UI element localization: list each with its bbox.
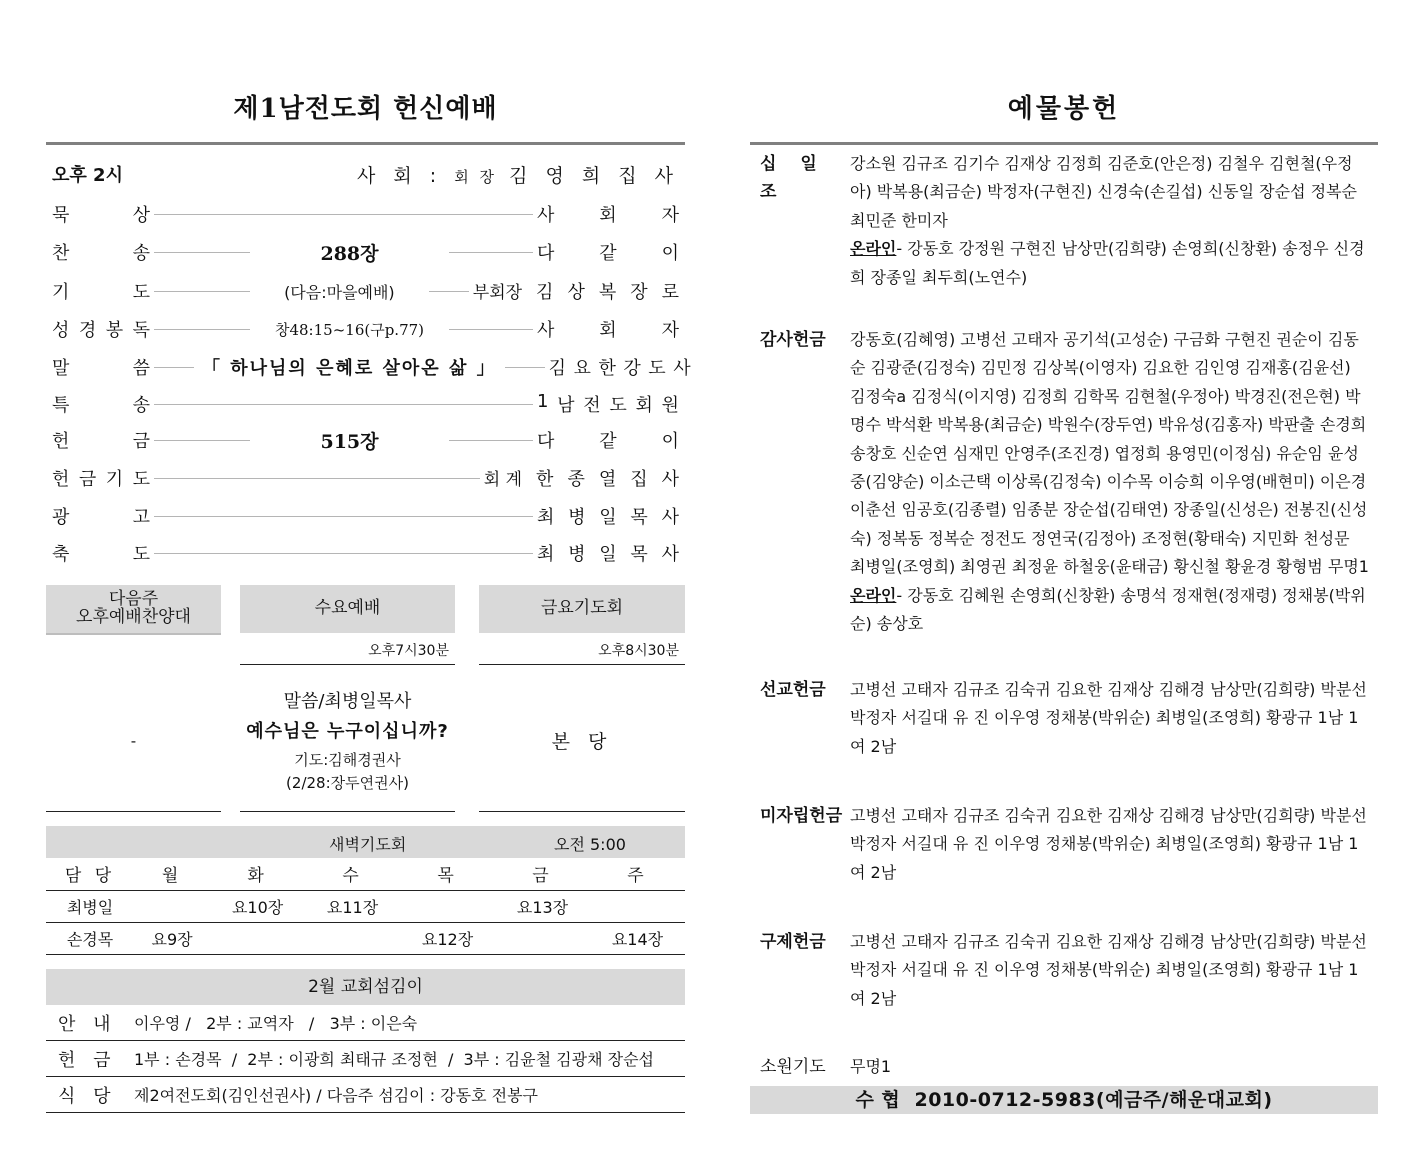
leader-line (449, 252, 533, 253)
order-item-label (52, 201, 150, 227)
servants-row-label: 식 당 (58, 1085, 117, 1107)
table-cell: 요12장 (400, 922, 495, 954)
order-item-char: 기 (105, 469, 124, 490)
order-item-char: 특 (52, 395, 70, 416)
header-cell: 담 당 (46, 858, 134, 890)
order-item-char: 상 (132, 205, 150, 226)
leader-line (154, 252, 250, 253)
offering-name-list: 고병선 고태자 김규조 김숙귀 김요한 김재상 김해경 남상만(김희량) 박분선 박정자 서길대 유 진 이우영 정채봉(박위순) 최병일(조영희) 황광규 1남 1여 2남 (850, 680, 1367, 756)
person-char: 최 (537, 544, 555, 565)
host-role: 회 장 (454, 167, 498, 186)
person-char: 이 (661, 243, 679, 264)
dawn-prayer-title: 새벽기도회 (329, 835, 407, 854)
offering-label: 미자립헌금 (760, 806, 843, 826)
online-name-list: - 강동호 김혜원 손영희(신창환) 송명석 정재현(정재령) 정채봉(박위순) 송상호 (850, 585, 1366, 634)
order-item-char: 봉 (105, 320, 124, 341)
choir-header-line2: 오후예배찬양대 (76, 607, 191, 627)
table-cell (400, 890, 495, 922)
header-cell: 주 (590, 858, 685, 890)
table-cell (134, 890, 210, 922)
order-item-char: 고 (132, 507, 150, 528)
person-char: 사 (661, 544, 679, 565)
wednesday-prayer-next: (2/28:장두연권사) (286, 773, 409, 792)
order-item-label (52, 540, 150, 566)
offering-prayer-request (750, 1053, 1378, 1081)
order-item-label (52, 316, 150, 342)
order-item-char: 성 (52, 320, 70, 341)
person-char: 목 (630, 544, 648, 565)
order-person (537, 201, 679, 227)
person-char: 남 (557, 395, 575, 416)
person-char: 사 (537, 320, 555, 341)
servants-row-text: 제2여전도회(김인선권사) / 다음주 섬김이 : 강동호 전봉구 (134, 1086, 538, 1105)
order-person (473, 278, 679, 304)
leader-line (154, 214, 533, 215)
leader-line (154, 440, 250, 441)
header-cell: 수 (305, 858, 400, 890)
person-char: 이 (661, 431, 679, 452)
order-row (52, 425, 679, 455)
offering-thanksgiving (750, 326, 1378, 638)
person-char: 전 (583, 395, 601, 416)
order-item-char: 축 (52, 544, 70, 565)
order-item-label (52, 427, 150, 453)
person-char: 병 (568, 544, 586, 565)
person-char: 자 (661, 320, 679, 341)
worship-title: 제1남전도회 헌신예배 (233, 94, 498, 124)
order-row (52, 237, 679, 267)
person-char: 한 (536, 469, 554, 490)
servants-row-label: 헌 금 (58, 1049, 117, 1071)
person-char: 같 (599, 431, 617, 452)
host-info (357, 161, 679, 188)
order-item-label (52, 239, 150, 265)
friday-location: 본 당 (551, 731, 613, 753)
leader-line (154, 516, 533, 517)
order-item-char: 송 (132, 243, 150, 264)
offering-label: 십 일 조 (760, 154, 826, 203)
person-char: 요 (573, 358, 591, 379)
person-char: 일 (599, 544, 617, 565)
table-cell: 손경목 (46, 922, 134, 954)
person-char: 회 (599, 205, 617, 226)
person-char: 도 (609, 395, 627, 416)
table-cell (210, 922, 305, 954)
order-item-char: 도 (132, 469, 150, 490)
person-char: 상 (567, 282, 585, 303)
servants-row-text: 이우영 / 2부 : 교역자 / 3부 : 이은숙 (134, 1014, 418, 1033)
person-char: 회 (635, 395, 653, 416)
person-char: 목 (630, 507, 648, 528)
order-person (537, 391, 679, 417)
table-cell: 요10장 (210, 890, 305, 922)
order-item-label (52, 503, 150, 529)
order-row (52, 352, 691, 382)
order-item-label (52, 278, 150, 304)
order-row (52, 538, 679, 568)
offering-names (850, 326, 1378, 638)
person-char: 다 (537, 431, 555, 452)
order-person (537, 503, 679, 529)
person-char: 자 (661, 205, 679, 226)
person-char: 1 (537, 391, 549, 412)
servants-row-text: 1부 : 손경목 / 2부 : 이광희 최태규 조정현 / 3부 : 김윤철 김광채 장순섭 (134, 1050, 654, 1069)
online-label: 온라인 (850, 239, 897, 259)
host-label: 사 회 : (357, 164, 443, 187)
wednesday-service-body (240, 670, 455, 812)
table-cell (590, 890, 685, 922)
leader-line (449, 329, 533, 330)
table-cell (305, 922, 400, 954)
person-char: 열 (598, 469, 617, 490)
person-char: 로 (661, 282, 679, 303)
order-detail: (다음:마을예배) (284, 282, 395, 302)
table-row (46, 922, 685, 954)
online-label: 온라인 (850, 585, 897, 605)
person-char: 사 (661, 507, 679, 528)
leader-line (154, 291, 250, 292)
order-row (52, 501, 679, 531)
order-person (549, 354, 691, 380)
offering-label: 구제헌금 (760, 932, 826, 952)
friday-prayer-body (479, 670, 685, 812)
order-row (52, 389, 679, 419)
bank-account: 수 협 2010-0712-5983(예금주/해운대교회) (750, 1086, 1378, 1114)
order-row (52, 276, 679, 306)
table-row (46, 890, 685, 922)
table-cell: 요14장 (590, 922, 685, 954)
friday-prayer-header: 금요기도회 (479, 585, 685, 633)
header-cell: 금 (495, 858, 590, 890)
person-char: 최 (537, 507, 555, 528)
choir-value: - (130, 731, 137, 750)
person-char: 사 (661, 469, 679, 490)
leader-line (505, 367, 545, 368)
order-person (537, 316, 679, 342)
dawn-prayer-table (46, 858, 685, 955)
wednesday-preacher: 말씀/최병일목사 (283, 691, 412, 712)
host-name: 김 영 희 집 사 (509, 164, 679, 187)
leader-line (429, 291, 469, 292)
order-item-label (52, 465, 150, 491)
header-cell: 목 (400, 858, 495, 890)
person-char: 장 (630, 282, 648, 303)
servants-row-kitchen (46, 1077, 685, 1113)
order-row (52, 463, 679, 493)
header-cell: 화 (210, 858, 305, 890)
leader-line (154, 367, 194, 368)
leader-line (154, 329, 250, 330)
dawn-table-header-row (46, 858, 685, 890)
person-char: 다 (537, 243, 555, 264)
online-name-list: - 강동호 강정원 구현진 남상만(김희량) 손영희(신창환) 송정우 신경희 장종일 최두희(노연수) (850, 239, 1365, 287)
person-char: 김 (548, 358, 566, 379)
person-char: 원 (661, 395, 679, 416)
person-char: 사 (537, 205, 555, 226)
offering-name-list: 강소원 김규조 김기수 김재상 김정희 김준호(안은정) 김철우 김현철(우정아) 박복용(최금순) 박정자(구현진) 신경숙(손길섭) 신동일 장순섭 정복순 최민준 한미자 (850, 154, 1357, 230)
order-item-char: 찬 (52, 243, 70, 264)
order-item-char: 말 (52, 358, 70, 379)
person-char: 사 (673, 358, 691, 379)
table-cell: 요13장 (495, 890, 590, 922)
order-item-char: 송 (132, 395, 150, 416)
order-item-char: 경 (78, 320, 97, 341)
title-divider (750, 142, 1378, 145)
title-divider (46, 142, 685, 145)
order-item-char: 금 (78, 469, 97, 490)
person-title: 회 계 (483, 470, 523, 490)
person-char: 같 (599, 243, 617, 264)
person-char: 김 (536, 282, 554, 303)
wednesday-sermon-title: 예수님은 누구이십니까? (246, 721, 449, 742)
order-item-char: 도 (132, 282, 150, 303)
person-char: 강 (623, 358, 641, 379)
servants-header: 2월 교회섬김이 (46, 969, 685, 1005)
choir-header-line1: 다음주 (108, 589, 159, 610)
leader-line (449, 440, 533, 441)
order-item-char: 묵 (52, 205, 70, 226)
order-person (537, 427, 679, 453)
order-detail: 515장 (320, 430, 379, 453)
order-item-char: 도 (132, 544, 150, 565)
offering-label: 선교헌금 (760, 680, 826, 700)
wednesday-service-header: 수요예배 (240, 585, 455, 633)
wednesday-service-time: 오후7시30분 (240, 640, 455, 665)
order-detail: 창48:15~16(구p.77) (274, 320, 425, 339)
offering-missions (750, 676, 1378, 761)
time-host-row (52, 160, 679, 188)
offering-label: 소원기도 (760, 1057, 826, 1077)
offering-names (850, 150, 1378, 292)
order-item-char: 광 (52, 507, 70, 528)
offering-name-list: 무명1 (850, 1057, 892, 1076)
friday-prayer-time: 오후8시30분 (479, 640, 685, 665)
order-person (484, 465, 679, 491)
person-title: 부회장 (472, 283, 523, 303)
offering-name-list: 고병선 고태자 김규조 김숙귀 김요한 김재상 김해경 남상만(김희량) 박분선 박정자 서길대 유 진 이우영 정채봉(박위순) 최병일(조영희) 황광규 1남 1여 2남 (850, 806, 1367, 882)
person-char: 일 (599, 507, 617, 528)
dawn-prayer-time: 오전 5:00 (554, 835, 626, 854)
offering-name-list: 고병선 고태자 김규조 김숙귀 김요한 김재상 김해경 남상만(김희량) 박분선 박정자 서길대 유 진 이우영 정채봉(박위순) 최병일(조영희) 황광규 1남 1여 2남 (850, 932, 1367, 1008)
table-cell: 요11장 (305, 890, 400, 922)
choir-body (46, 670, 221, 812)
leader-line (154, 553, 533, 554)
dawn-prayer-header (46, 826, 685, 858)
order-item-label (52, 391, 150, 417)
person-char: 회 (599, 320, 617, 341)
leader-line (154, 404, 533, 405)
service-time: 오후 2시 (52, 165, 123, 186)
servants-row-offering (46, 1041, 685, 1077)
order-item-char: 씀 (132, 358, 150, 379)
order-item-char: 헌 (52, 469, 70, 490)
table-cell (495, 922, 590, 954)
order-row (52, 314, 679, 344)
person-char: 도 (648, 358, 666, 379)
order-item-char: 독 (132, 320, 150, 341)
choir-header (46, 585, 221, 635)
order-person (537, 239, 679, 265)
order-detail: 288장 (320, 242, 379, 265)
offering-label: 감사헌금 (760, 330, 826, 350)
order-item-label (52, 354, 150, 380)
wednesday-prayer: 기도:김해경권사 (294, 751, 401, 769)
offering-tithe (750, 150, 1378, 292)
table-cell: 요9장 (134, 922, 210, 954)
person-char: 종 (567, 469, 585, 490)
offering-name-list: 강동호(김혜영) 고병선 고태자 공기석(고성순) 구금화 구현진 권순이 김동순 김광준(김정숙) 김민정 김상복(이영자) 김요한 김인영 김재홍(김윤선) 김정숙a 김정식(이지영) 김정희 김학목 김현철(우정아) 박경진(전은현) 박명수 박석환 박복용(최금순) 박원수(장두연) 박유성(김홍자) 박판출 손경희 송창호 신순연 심재민 안영주(조진경) 엽정희 용영민(이정심) 유순임 윤성중(김양순) 이소근택 이상록(김정숙) 이수목 이승희 이우영(배현미) 이은경 이춘선 임공호(김종렬) 임종분 장순섭(김태연) 장종일(신성은) 전봉진(신성숙) 정복동 정복순 정전도 정연국(김정아) 조정현(황태숙) 지민화 천성문 최병일(조영희) 최영권 최정윤 하철웅(윤태금) 황신철 황윤경 황형범 무명1 (850, 330, 1369, 577)
leader-line (154, 478, 480, 479)
order-person (537, 540, 679, 566)
table-cell: 최병일 (46, 890, 134, 922)
person-char: 한 (598, 358, 616, 379)
person-char: 집 (630, 469, 648, 490)
offerings-title: 예물봉헌 (1007, 94, 1121, 124)
servants-row-label: 안 내 (58, 1013, 117, 1035)
order-item-char: 헌 (52, 431, 70, 452)
offering-church-support (750, 802, 1378, 887)
servants-row-usher (46, 1005, 685, 1041)
header-cell: 월 (134, 858, 210, 890)
person-char: 병 (568, 507, 586, 528)
sermon-title: 「 하나님의 은혜로 살아온 삶 」 (202, 358, 497, 379)
order-item-char: 금 (132, 431, 150, 452)
offering-relief (750, 928, 1378, 1013)
order-item-char: 기 (52, 282, 70, 303)
person-char: 복 (598, 282, 617, 303)
order-row (52, 199, 679, 229)
